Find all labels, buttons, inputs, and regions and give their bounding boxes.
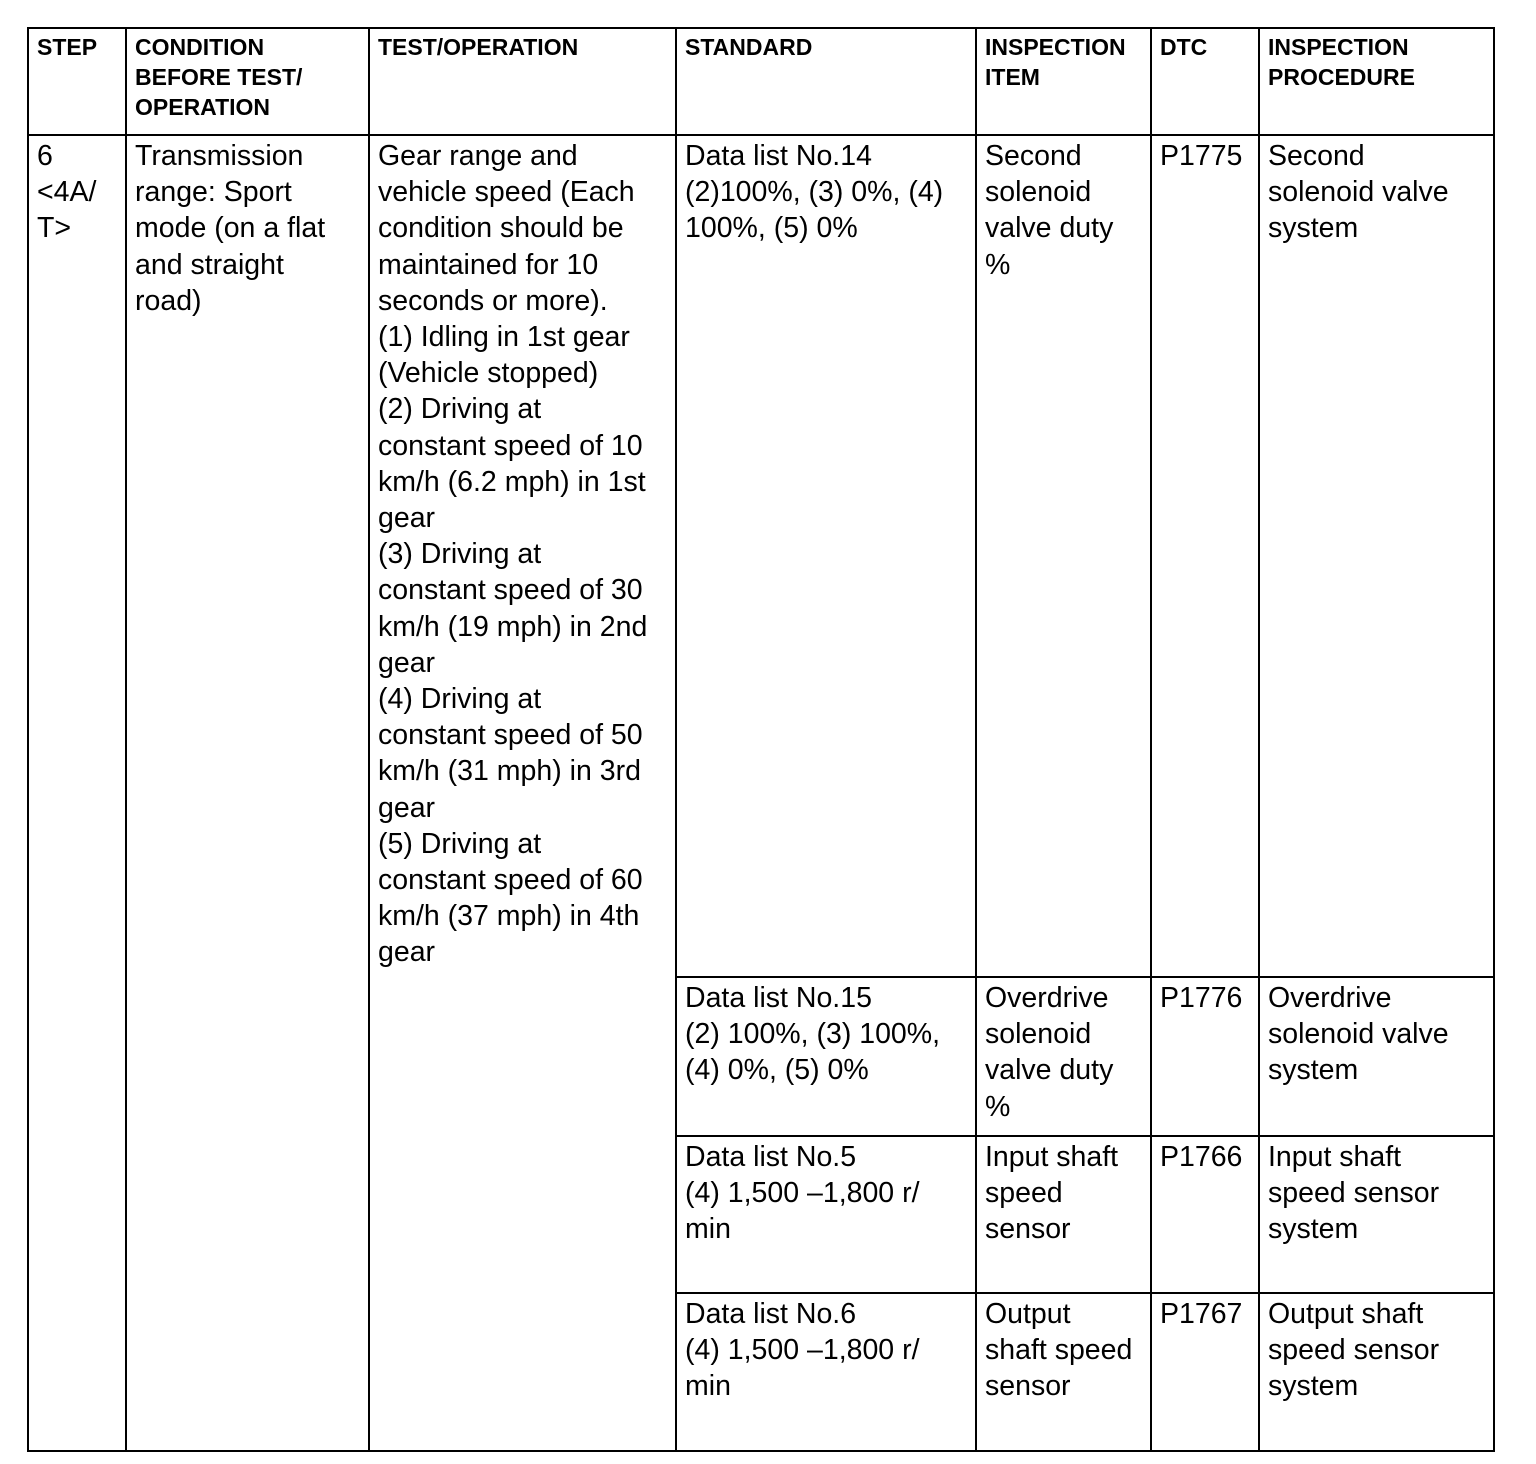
header-condition: CONDITION BEFORE TEST/ OPERATION <box>126 28 369 135</box>
inspection-procedure-cell: Second solenoid valve system <box>1259 135 1494 977</box>
header-inspection-procedure: INSPECTION PROCEDURE <box>1259 28 1494 135</box>
inspection-item-cell: Input shaft speed sensor <box>976 1136 1151 1293</box>
standard-cell: Data list No.5 (4) 1,500 –1,800 r/ min <box>676 1136 976 1293</box>
dtc-cell: P1767 <box>1151 1293 1259 1451</box>
standard-cell: Data list No.14 (2)100%, (3) 0%, (4) 100%, (5) 0% <box>676 135 976 977</box>
header-step: STEP <box>28 28 126 135</box>
inspection-item-cell: Output shaft speed sensor <box>976 1293 1151 1451</box>
inspection-procedure-cell: Overdrive solenoid valve system <box>1259 977 1494 1136</box>
dtc-cell: P1766 <box>1151 1136 1259 1293</box>
inspection-table <box>27 27 1495 1452</box>
header-inspection-item: INSPECTION ITEM <box>976 28 1151 135</box>
dtc-cell: P1775 <box>1151 135 1259 977</box>
table-row <box>28 135 1494 977</box>
inspection-item-cell: Overdrive solenoid valve duty % <box>976 977 1151 1136</box>
standard-cell: Data list No.6 (4) 1,500 –1,800 r/ min <box>676 1293 976 1451</box>
standard-cell: Data list No.15 (2) 100%, (3) 100%, (4) 0%, (5) 0% <box>676 977 976 1136</box>
header-dtc: DTC <box>1151 28 1259 135</box>
inspection-item-cell: Second solenoid valve duty % <box>976 135 1151 977</box>
header-test-operation: TEST/OPERATION <box>369 28 676 135</box>
dtc-cell: P1776 <box>1151 977 1259 1136</box>
inspection-procedure-cell: Input shaft speed sensor system <box>1259 1136 1494 1293</box>
inspection-procedure-cell: Output shaft speed sensor system <box>1259 1293 1494 1451</box>
condition-cell: Transmission range: Sport mode (on a flat and straight road) <box>126 135 369 1451</box>
test-operation-cell: Gear range and vehicle speed (Each condition should be maintained for 10 seconds or more). (1) Idling in 1st gear (Vehicle stopped) (2) Driving at constant speed of 10 km/h (6.2 mph) in 1st gear (3) Driving at constant speed of 30 km/h (19 mph) in 2nd gear (4) Driving at constant speed of 50 km/h (31 mph) in 3rd gear (5) Driving at constant speed of 60 km/h (37 mph) in 4th gear <box>369 135 676 1451</box>
header-standard: STANDARD <box>676 28 976 135</box>
step-cell: 6 <4A/ T> <box>28 135 126 1451</box>
header-row <box>28 28 1494 135</box>
